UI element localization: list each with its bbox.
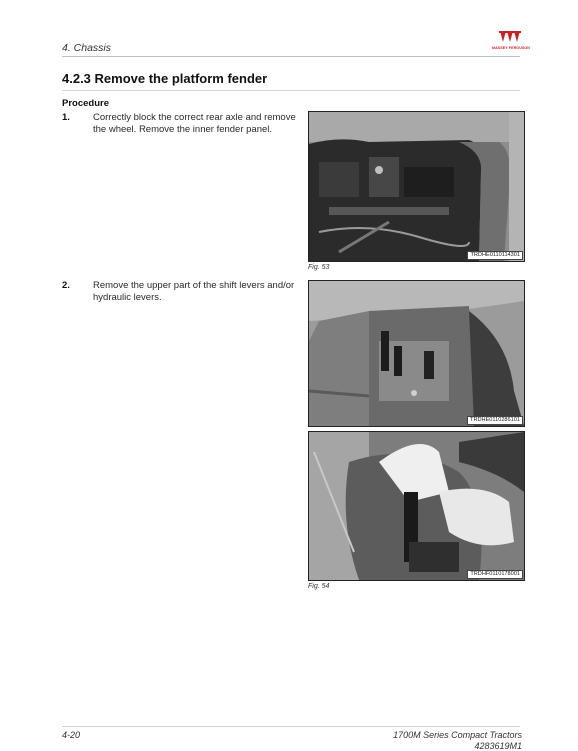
footer-rule [62,726,520,727]
figure-photo [308,111,525,262]
figure-ref-code: TRDHF0110178001 [467,570,523,579]
figure-caption: Fig. 53 [308,264,330,271]
step-number: 1. [62,112,70,123]
step-text: Correctly block the correct rear axle and remove the wheel. Remove the inner fender panel. [93,112,296,136]
logo-text: MASSEY FERGUSON [492,46,530,50]
triple-triangle-logo-icon [492,30,528,46]
header-rule [62,56,520,57]
chapter-title: 4. Chassis [62,42,112,54]
step-number: 2. [62,280,70,291]
footer-doc-code: 4283619M1 [474,741,522,751]
figure-ref-code: TRDHE0110114301 [467,251,523,260]
footer-doc-title: 1700M Series Compact Tractors [393,730,522,740]
figure-ref-code: TRDHE0110286101 [467,416,523,425]
step-text: Remove the upper part of the shift levers and/or hydraulic levers. [93,280,295,304]
figure-photo [308,280,525,427]
brand-logo [492,30,528,54]
procedure-heading: Procedure [62,98,109,109]
section-title: 4.2.3 Remove the platform fender [62,71,268,86]
figure-photo [308,431,525,581]
section-title-rule [62,90,520,91]
figure-caption: Fig. 54 [308,583,330,590]
page-number: 4-20 [62,730,81,740]
